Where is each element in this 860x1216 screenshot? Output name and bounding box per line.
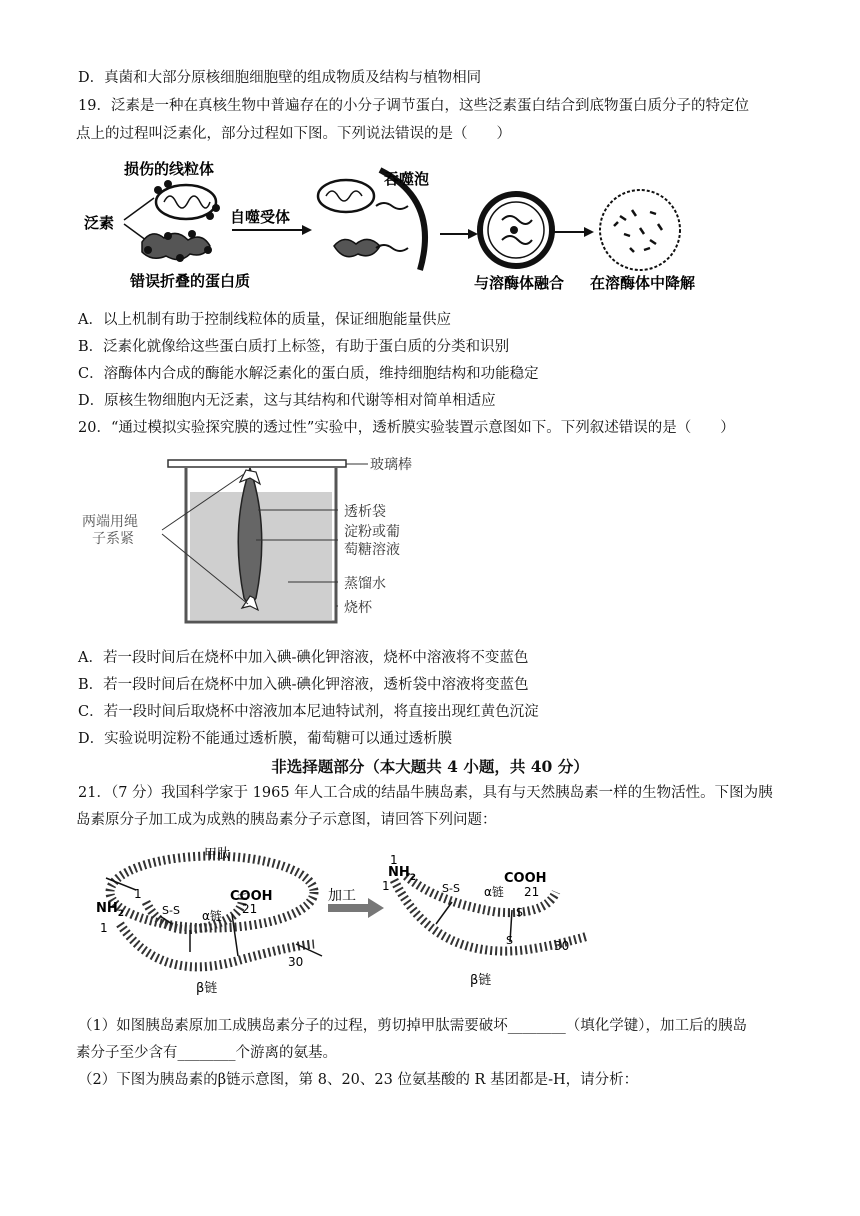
- label-ubiquitin: 泛素: [84, 214, 115, 232]
- label-1-pro: 1: [100, 921, 108, 935]
- damaged-mitochondrion-icon: [154, 180, 220, 220]
- label-1-alpha-pro: 1: [134, 887, 142, 901]
- alpha-chain-pro: [146, 894, 242, 930]
- q19-stem-line1: 19．泛素是一种在真核生物中普遍存在的小分子调节蛋白，这些泛素蛋白结合到底物蛋白质分子的特定位: [78, 98, 749, 114]
- label-30-mature: 30: [554, 939, 570, 953]
- q21-sub2: （2）下图为胰岛素的β链示意图，第 8、20、23 位氨基酸的 R 基团都是-H，请分析：: [78, 1072, 639, 1088]
- label-21-pro: 21: [242, 902, 258, 916]
- q19-option-a: A．以上机制有助于控制线粒体的质量，保证细胞能量供应: [78, 312, 451, 328]
- label-tie-line1: 两端用绳: [82, 514, 138, 530]
- label-beta-mature: β链: [470, 973, 492, 988]
- q21-stem-line1: 21．（7 分）我国科学家于 1965 年人工合成的结晶牛胰岛素，具有与天然胰岛素一样的生物活性。下图为胰: [78, 785, 773, 801]
- label-cooh-1: COOH: [230, 889, 273, 904]
- label-alpha-pro: α链: [202, 909, 222, 923]
- q21-sub1-line1: （1）如图胰岛素原加工成胰岛素分子的过程，剪切掉甲肽需要破坏________（填化学键），加工后的胰岛: [78, 1018, 747, 1034]
- q19-option-d: D．原核生物细胞内无泛素，这与其结构和代谢等相对简单相适应: [78, 393, 496, 409]
- label-s-2: S: [506, 934, 513, 947]
- label-beaker: 烧杯: [344, 600, 372, 616]
- label-process: 加工: [328, 888, 356, 904]
- label-distilled-water: 蒸馏水: [344, 576, 386, 592]
- q20-option-a: A．若一段时间后在烧杯中加入碘-碘化钾溶液，烧杯中溶液将不变蓝色: [78, 650, 529, 666]
- label-1-mature-beta: 1: [382, 879, 390, 893]
- label-alpha-mature: α链: [484, 885, 504, 899]
- misfolded-protein-icon: [142, 230, 212, 262]
- label-nh2-mature: $NH_2$: [388, 865, 417, 883]
- q21-sub1-line2: 素分子至少含有________个游离的氨基。: [76, 1045, 337, 1061]
- label-c-peptide: 甲肽: [204, 847, 231, 862]
- autolysosome-icon: [480, 194, 552, 266]
- label-solution-line2: 萄糖溶液: [344, 542, 400, 558]
- glass-rod: [168, 460, 346, 467]
- section-heading: 非选择题部分（本大题共 4 小题，共 40 分）: [271, 757, 589, 776]
- dialysis-bag: [238, 468, 262, 603]
- label-ss-mature: S-S: [442, 882, 460, 895]
- label-glass-rod: 玻璃棒: [370, 457, 412, 473]
- label-1-mature-alpha: 1: [390, 853, 398, 867]
- q19-stem-line2: 点上的过程叫泛素化，部分过程如下图。下列说法错误的是（ ）: [76, 126, 511, 142]
- beta-chain-pro: [120, 924, 314, 967]
- label-s-1: S: [516, 906, 523, 919]
- q18-option-d: D．真菌和大部分原核细胞细胞壁的组成物质及结构与植物相同: [78, 70, 482, 86]
- degraded-lysosome-icon: [600, 190, 680, 270]
- dialysis-apparatus-figure: [82, 450, 422, 640]
- q21-stem-line2: 岛素原分子加工成为成熟的胰岛素分子示意图，请回答下列问题：: [76, 812, 497, 828]
- label-beta-pro: β链: [196, 981, 218, 996]
- q20-option-c: C．若一段时间后取烧杯中溶液加本尼迪特试剂，将直接出现红黄色沉淀: [78, 704, 539, 720]
- label-dialysis-bag: 透析袋: [344, 504, 386, 520]
- label-damaged-mito: 损伤的线粒体: [124, 160, 215, 178]
- label-fuse: 与溶酶体融合: [474, 274, 565, 292]
- q20-option-b: B．若一段时间后在烧杯中加入碘-碘化钾溶液，透析袋中溶液将变蓝色: [78, 677, 529, 693]
- label-phagophore: 吞噬泡: [384, 170, 430, 188]
- q19-option-c: C．溶酶体内合成的酶能水解泛素化的蛋白质，维持细胞结构和功能稳定: [78, 366, 539, 382]
- q20-stem: 20．“通过模拟实验探究膜的透过性”实验中，透析膜实验装置示意图如下。下列叙述错误的是（ ）: [78, 420, 735, 436]
- label-tie-line2: 子系紧: [92, 531, 134, 547]
- label-solution-line1: 淀粉或葡: [344, 524, 400, 540]
- label-misfolded: 错误折叠的蛋白质: [130, 272, 251, 290]
- insulin-processing-figure: [92, 840, 592, 1000]
- label-cooh-2: COOH: [504, 871, 547, 886]
- label-21-mature: 21: [524, 885, 540, 899]
- ubiquitination-figure: [84, 150, 724, 298]
- label-nh2-pro: $NH_2$: [96, 901, 125, 919]
- label-ss-pro: S-S: [162, 904, 180, 917]
- q19-option-b: B．泛素化就像给这些蛋白质打上标签，有助于蛋白质的分类和识别: [78, 339, 510, 355]
- label-30-pro: 30: [288, 955, 304, 969]
- q20-option-d: D．实验说明淀粉不能通过透析膜，葡萄糖可以通过透析膜: [78, 731, 453, 747]
- label-degrade: 在溶酶体中降解: [590, 274, 696, 292]
- label-autophagy-receptor: 自噬受体: [230, 208, 291, 226]
